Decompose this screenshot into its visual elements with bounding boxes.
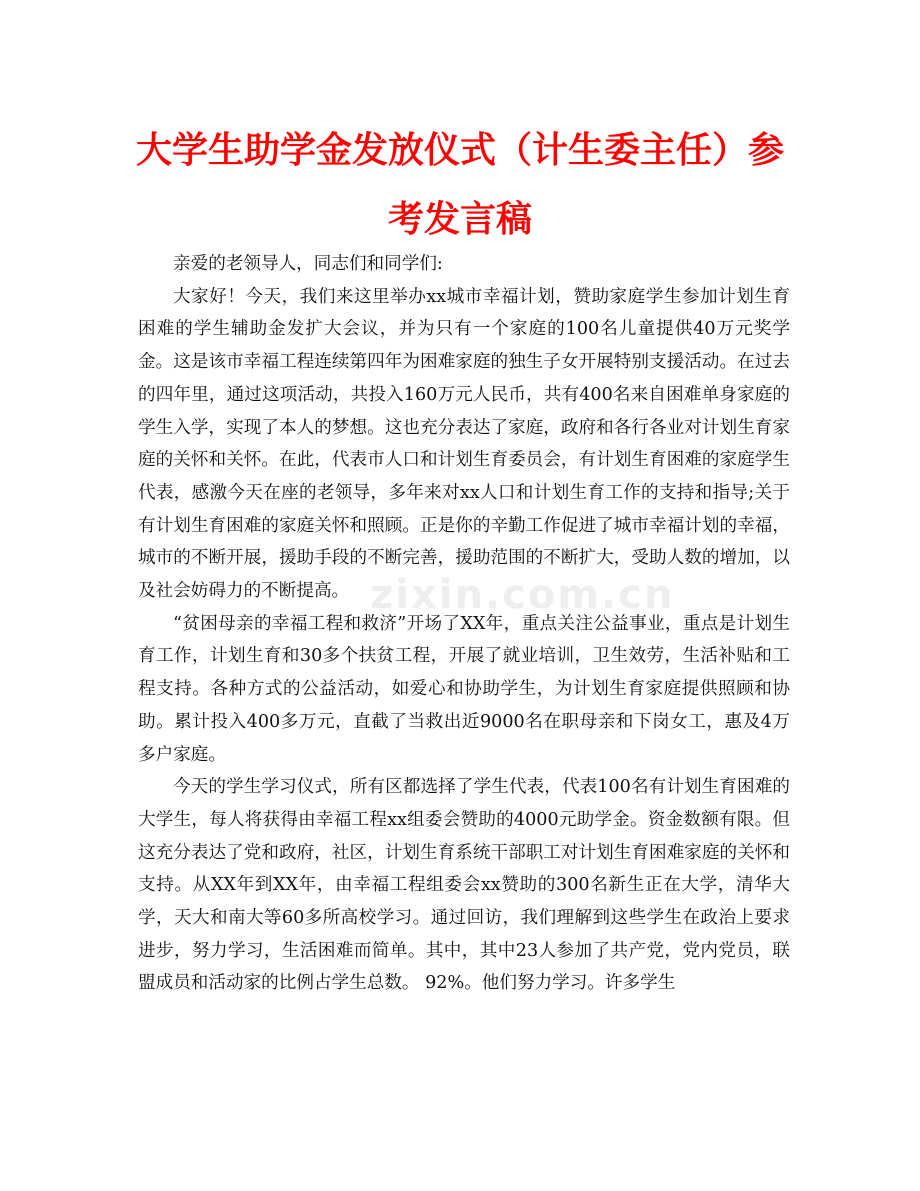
document-title-line-2: 考发言稿: [387, 199, 532, 240]
body-paragraph: 今天的学生学习仪式，所有区都选择了学生代表，代表100名有计划生育困难的大学生，每人将获得由幸福工程xx组委会赞助的4000元助学金。资金数额有限。但这充分表达了党和政府，社区，计划生育系统干部职工对计划生育困难家庭的关怀和支持。从XX年到XX年，由幸福工程组委会xx赞助的300名新生正在大学，清华大学，天大和南大等60多所高校学习。通过回访，我们理解到这些学生在政治上要求进步，努力学习，生活困难而简单。其中，其中23人参加了共产党，党内党员，联盟成员和活动家的比例占学生总数。 92%。他们努力学习。许多学生: [138, 777, 790, 994]
body-paragraph: 大家好！今天，我们来这里举办xx城市幸福计划，赞助家庭学生参加计划生育困难的学生辅助金发扩大会议，并为只有一个家庭的100名儿童提供40万元奖学金。这是该市幸福工程连续第四年为困难家庭的独生子女开展特别支援活动。在过去的四年里，通过这项活动，共投入160万元人民币，共有400名来自困难单身家庭的学生入学，实现了本人的梦想。这也充分表达了家庭，政府和各行各业对计划生育家庭的关怀和关怀。在此，代表市人口和计划生育委员会，有计划生育困难的家庭学生代表，感激今天在座的老领导，多年来对xx人口和计划生育工作的支持和指导;关于有计划生育困难的家庭关怀和照顾。正是你的辛勤工作促进了城市幸福计划的幸福，城市的不断开展，援助手段的不断完善，援助范围的不断扩大，受助人数的增加，以及社会妨碍力的不断提高。: [138, 286, 790, 602]
document-body: [138, 248, 790, 1000]
document-title-line-1: 大学生助学金发放仪式（计生委主任）参: [135, 130, 784, 171]
body-paragraph: “贫困母亲的幸福工程和救济”开场了XX年，重点关注公益事业，重点是计划生育工作，计划生育和30多个扶贫工程，开展了就业培训，卫生效劳，生活补贴和工程支持。各种方式的公益活动，如爱心和协助学生，为计划生育家庭提供照顾和协助。累计投入400多万元，直截了当救出近9000名在职母亲和下岗女工，惠及4万多户家庭。: [138, 613, 790, 765]
salutation-paragraph: 亲爱的老领导人，同志们和同学们:: [173, 254, 443, 274]
watermark-text: zixin.com.cn: [370, 572, 675, 618]
